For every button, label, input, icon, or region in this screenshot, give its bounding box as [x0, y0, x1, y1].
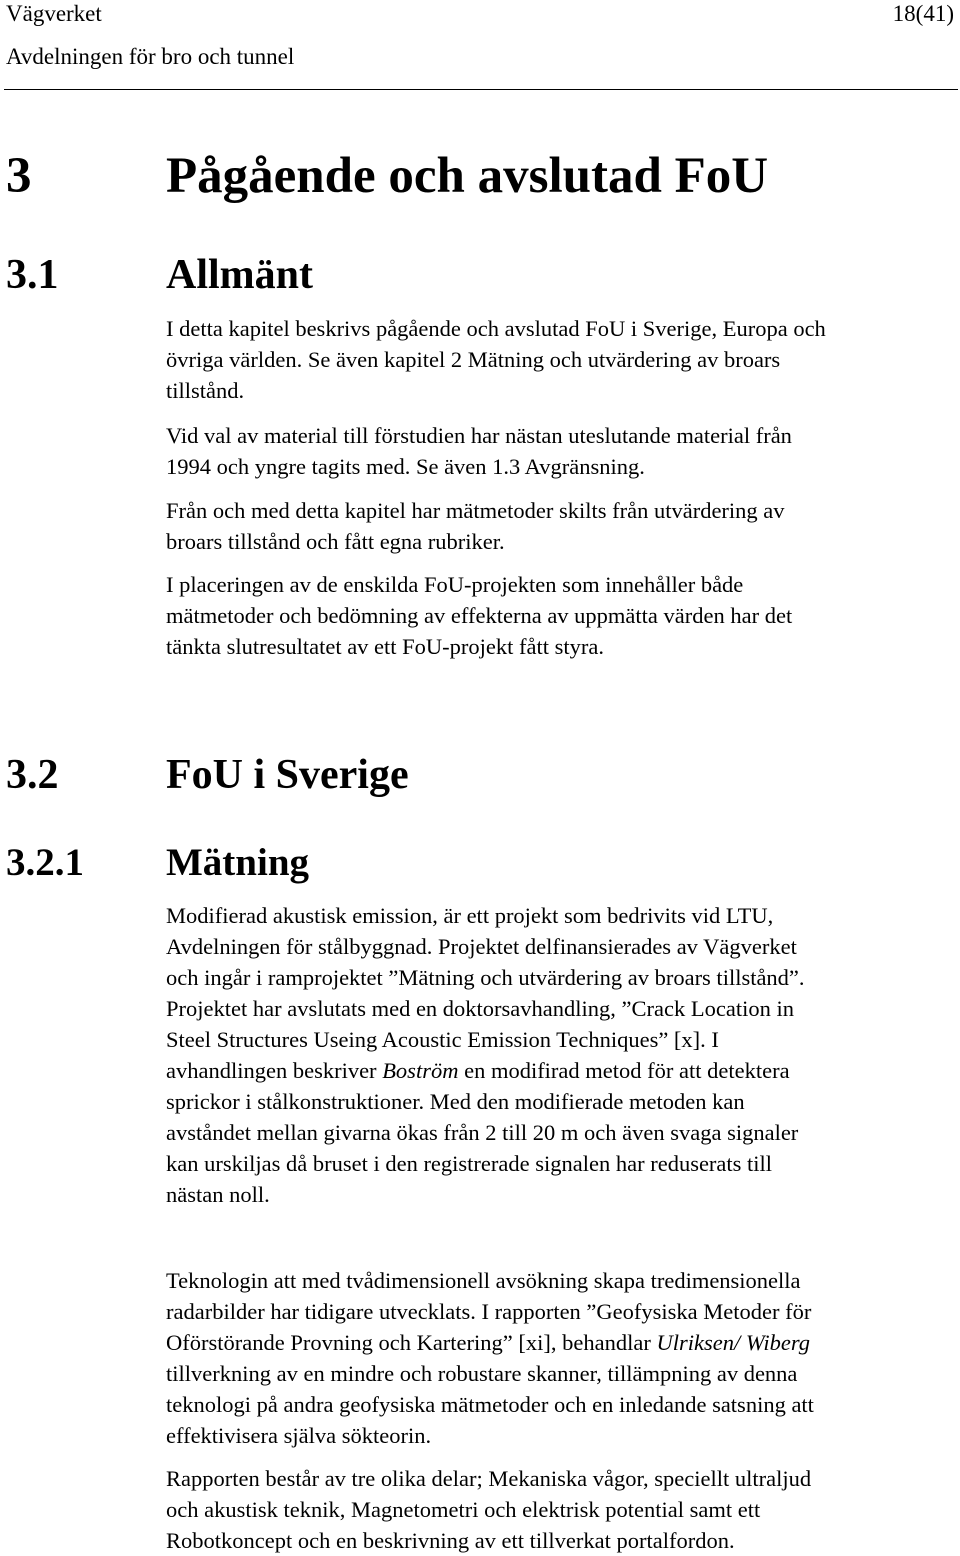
text-line: Robotkoncept och en beskrivning av ett tillverkat portalfordon. [166, 1528, 735, 1553]
text-line: kan urskiljas då bruset i den registrerade signalen har reduserats till [166, 1151, 773, 1176]
section-3-1-paragraph-4 [166, 569, 956, 662]
header-organization: Vägverket [6, 1, 102, 26]
text-line: 1994 och yngre tagits med. Se även 1.3 Avgränsning. [166, 454, 645, 479]
chapter-title: Pågående och avslutad FoU [166, 148, 769, 204]
text-line: I placeringen av de enskilda FoU-projekten som innehåller både [166, 572, 744, 597]
text-line: tänkta slutresultatet av ett FoU-projekt fått styra. [166, 634, 605, 659]
text-line: I detta kapitel beskrivs pågående och avslutad FoU i Sverige, Europa och [166, 316, 826, 341]
section-3-1-paragraph-3 [166, 495, 956, 557]
text-line [166, 1327, 956, 1358]
section-3-2-1-paragraph-3 [166, 1463, 956, 1556]
text-run: Oförstörande Provning och Kartering” [xi], behandlar [166, 1330, 657, 1355]
section-3-2-1-paragraph-2 [166, 1265, 956, 1451]
text-line: och ingår i ramprojektet ”Mätning och utvärdering av broars tillstånd”. [166, 965, 805, 990]
text-line: Steel Structures Useing Acoustic Emission Techniques” [x]. I [166, 1027, 719, 1052]
section-3-1-paragraph-2 [166, 420, 956, 482]
text-line: teknologi på andra geofysiska mätmetoder och en inledande satsning att [166, 1392, 814, 1417]
author-name: Boström [382, 1058, 459, 1083]
author-names: Ulriksen/ Wiberg [656, 1330, 810, 1355]
text-line: Rapporten består av tre olika delar; Mekaniska vågor, speciellt ultraljud [166, 1466, 812, 1491]
text-line: Vid val av material till förstudien har nästan uteslutande material från [166, 423, 792, 448]
section-3-1-paragraph-1 [166, 313, 956, 406]
text-line: radarbilder har tidigare utvecklats. I rapporten ”Geofysiska Metoder för [166, 1299, 812, 1324]
text-line: övriga världen. Se även kapitel 2 Mätning och utvärdering av broars [166, 347, 781, 372]
section-3-2-1-number: 3.2.1 [6, 841, 84, 884]
text-line: Teknologin att med tvådimensionell avsökning skapa tredimensionella [166, 1268, 801, 1293]
text-line: tillverkning av en mindre och robustare skanner, tillämpning av denna [166, 1361, 798, 1386]
section-3-1-title: Allmänt [166, 252, 313, 298]
text-line: Avdelningen för stålbyggnad. Projektet delfinansierades av Vägverket [166, 934, 797, 959]
section-3-2-1-paragraph-1 [166, 900, 956, 1210]
text-line [166, 1055, 956, 1086]
header-department: Avdelningen för bro och tunnel [6, 44, 295, 69]
chapter-number: 3 [6, 148, 32, 204]
section-3-1-number: 3.1 [6, 252, 59, 298]
text-line: effektivisera själva sökteorin. [166, 1423, 432, 1448]
text-line: mätmetoder och bedömning av effekterna av uppmätta värden har det [166, 603, 793, 628]
text-line: sprickor i stålkonstruktioner. Med den modifierade metoden kan [166, 1089, 745, 1114]
text-line: Modifierad akustisk emission, är ett projekt som bedrivits vid LTU, [166, 903, 774, 928]
text-run: en modifirad metod för att detektera [458, 1058, 790, 1083]
text-run: avhandlingen beskriver [166, 1058, 383, 1083]
text-line: tillstånd. [166, 378, 245, 403]
header-page-number: 18(41) [892, 1, 954, 26]
text-line: Projektet har avslutats med en doktorsavhandling, ”Crack Location in [166, 996, 794, 1021]
section-3-2-title: FoU i Sverige [166, 752, 409, 798]
text-line: nästan noll. [166, 1182, 270, 1207]
text-line: Från och med detta kapitel har mätmetoder skilts från utvärdering av [166, 498, 785, 523]
section-3-2-1-title: Mätning [166, 841, 310, 884]
text-line: broars tillstånd och fått egna rubriker. [166, 529, 505, 554]
text-line: och akustisk teknik, Magnetometri och elektrisk potential samt ett [166, 1497, 761, 1522]
header-rule [4, 89, 958, 90]
section-3-2-number: 3.2 [6, 752, 59, 798]
text-line: avståndet mellan givarna ökas från 2 till 20 m och även svaga signaler [166, 1120, 799, 1145]
